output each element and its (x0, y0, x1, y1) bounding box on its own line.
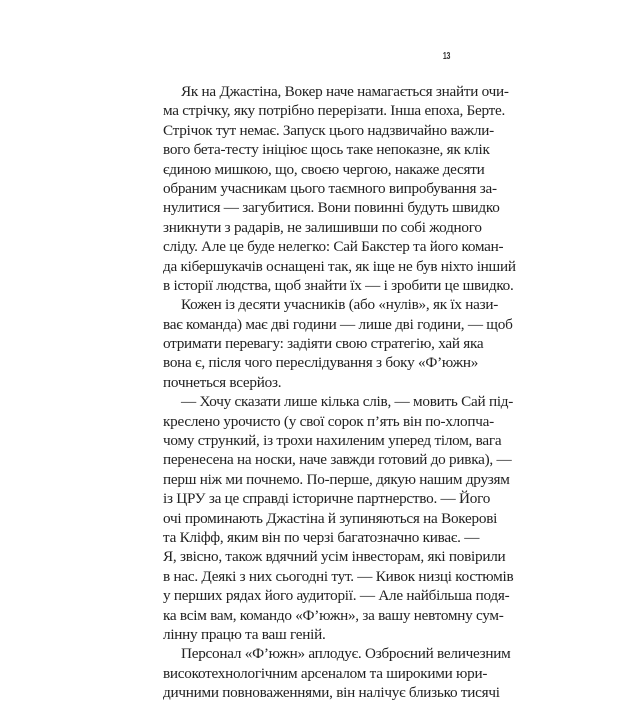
text-line: чому стрункий, із трохи нахиленим уперед тілом, вага (163, 432, 502, 450)
text-line: вого бета-тесту ініціює щось таке непоказне, як клік (163, 141, 490, 159)
text-line: єдиною мишкою, що, своєю чергою, накаже десяти (163, 160, 485, 178)
page-number: 13 (442, 51, 450, 62)
text-line: вона є, після чого переслідування з боку «Ф’южн» (163, 354, 479, 372)
text-line: Кожен із десяти учасників (або «нулів», як їх нази- (181, 296, 499, 314)
text-line: сліду. Але це буде нелегко: Сай Бакстер та його коман- (163, 238, 504, 256)
text-line: ває команда) має дві години — лише дві години, — щоб (163, 315, 513, 333)
text-line: Стрічок тут немає. Запуск цього надзвичайно важли- (163, 121, 494, 139)
text-line: в нас. Деякі з них сьогодні тут. — Кивок низці костюмів (163, 567, 514, 585)
text-line: — Хочу сказати лише кілька слів, — мовить Сай під- (181, 393, 514, 411)
text-line: із ЦРУ за це справді історичне партнерство. — Його (163, 490, 491, 508)
text-line: та Кліфф, яким він по черзі багатозначно киває. — (163, 528, 480, 546)
text-line: ка всім вам, командо «Ф’южн», за вашу невтомну сум- (163, 606, 504, 624)
text-line: в історії людства, щоб знайти їх — і зробити це швидко. (163, 276, 514, 294)
text-line: перенесена на носки, наче завжди готовий до ривка), — (163, 451, 512, 469)
text-line: Як на Джастіна, Вокер наче намагається знайти очи- (181, 83, 509, 100)
text-line: нулитися — загубитися. Вони повинні будуть швидко (163, 199, 500, 217)
text-line: ма стрічку, яку потрібно перерізати. Інша епоха, Берте. (163, 102, 506, 120)
text-line: креслено урочисто (у свої сорок п’ять він по-хлопча- (163, 412, 494, 430)
text-line: перш ніж ми почнемо. По-перше, дякую нашим друзям (163, 470, 510, 488)
text-line: Я, звісно, також вдячний усім інвесторам, які повірили (163, 548, 506, 566)
text-line: отримати перевагу: задіяти свою стратегію, хай яка (163, 335, 484, 353)
text-line: обраним учасникам цього таємного випробування за- (163, 179, 497, 197)
body-text (163, 82, 516, 703)
text-line: лінну працю та ваш геній. (163, 625, 326, 643)
text-line: да кібершукачів оснащені так, як іще не був ніхто інший (163, 257, 516, 275)
text-line: дичними повноваженнями, він налічує близько тисячі (163, 684, 500, 702)
text-line: зникнути з радарів, не залишивши по собі жодного (163, 218, 482, 236)
text-line: високотехнологічним арсеналом та широкими юри- (163, 664, 488, 682)
text-line: очі проминають Джастіна й зупиняються на Вокерові (163, 509, 498, 527)
text-line: у перших рядах його аудиторії. — Але найбільша подя- (163, 587, 510, 605)
text-line: почнеться всерйоз. (163, 373, 282, 391)
text-line: Персонал «Ф’южн» аплодує. Озброєний величезним (181, 645, 511, 663)
